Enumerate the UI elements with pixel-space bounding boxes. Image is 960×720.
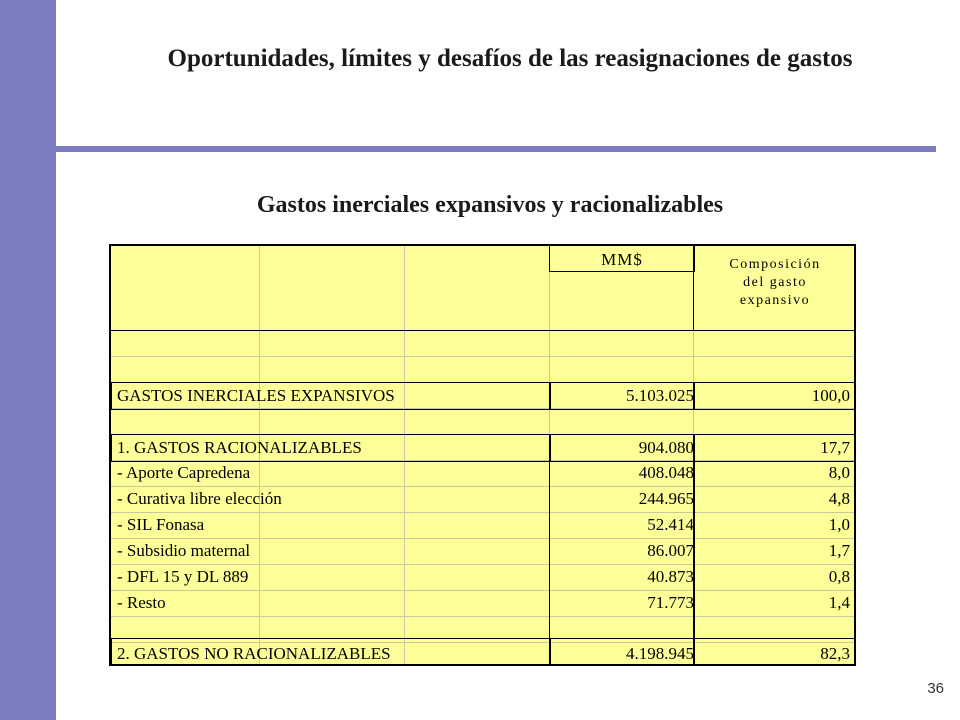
slide-subtitle: Gastos inerciales expansivos y racionalizables <box>256 192 724 218</box>
header-comp-line: del gasto <box>743 275 807 290</box>
row-mm: 86.007 <box>647 541 694 560</box>
grid-hline <box>111 356 854 357</box>
row-comp: 1,4 <box>828 593 850 612</box>
row-comp: 1,0 <box>828 515 850 534</box>
spreadsheet-table <box>109 244 856 666</box>
row-label: GASTOS INERCIALES EXPANSIVOS <box>117 386 395 405</box>
row-comp: 82,3 <box>820 644 850 663</box>
left-accent-bar <box>0 0 56 720</box>
row-label: 1. GASTOS RACIONALIZABLES <box>117 438 362 457</box>
row-mm: 5.103.025 <box>626 386 694 405</box>
header-composition <box>695 256 855 310</box>
row-mm: 408.048 <box>638 463 694 482</box>
row-mm: 40.873 <box>647 567 694 586</box>
slide-title: Oportunidades, límites y desafíos de las reasignaciones de gastos <box>167 45 853 72</box>
row-mm: 4.198.945 <box>626 644 694 663</box>
page-number: 36 <box>927 680 944 697</box>
header-comp-line: Composición <box>729 257 821 272</box>
row-label: - Curativa libre elección <box>117 489 282 508</box>
row-mm: 52.414 <box>647 515 694 534</box>
row-label: 2. GASTOS NO RACIONALIZABLES <box>117 644 391 663</box>
row-comp: 17,7 <box>820 438 850 457</box>
row-comp: 1,7 <box>828 541 850 560</box>
row-comp: 8,0 <box>828 463 850 482</box>
row-label: - Aporte Capredena <box>117 463 251 482</box>
row-comp: 100,0 <box>811 386 850 405</box>
row-label: - SIL Fonasa <box>117 515 205 534</box>
header-mm: MM$ <box>601 250 643 269</box>
row-label: - DFL 15 y DL 889 <box>117 567 249 586</box>
title-divider <box>32 146 936 152</box>
header-bottom-rule <box>111 330 854 331</box>
row-mm: 71.773 <box>647 593 694 612</box>
row-mm: 244.965 <box>638 489 694 508</box>
row-comp: 4,8 <box>828 489 850 508</box>
row-mm: 904.080 <box>638 438 694 457</box>
row-comp: 0,8 <box>828 567 850 586</box>
row-label: - Subsidio maternal <box>117 541 251 560</box>
header-comp-line: expansivo <box>739 293 811 308</box>
row-label: - Resto <box>117 593 166 612</box>
